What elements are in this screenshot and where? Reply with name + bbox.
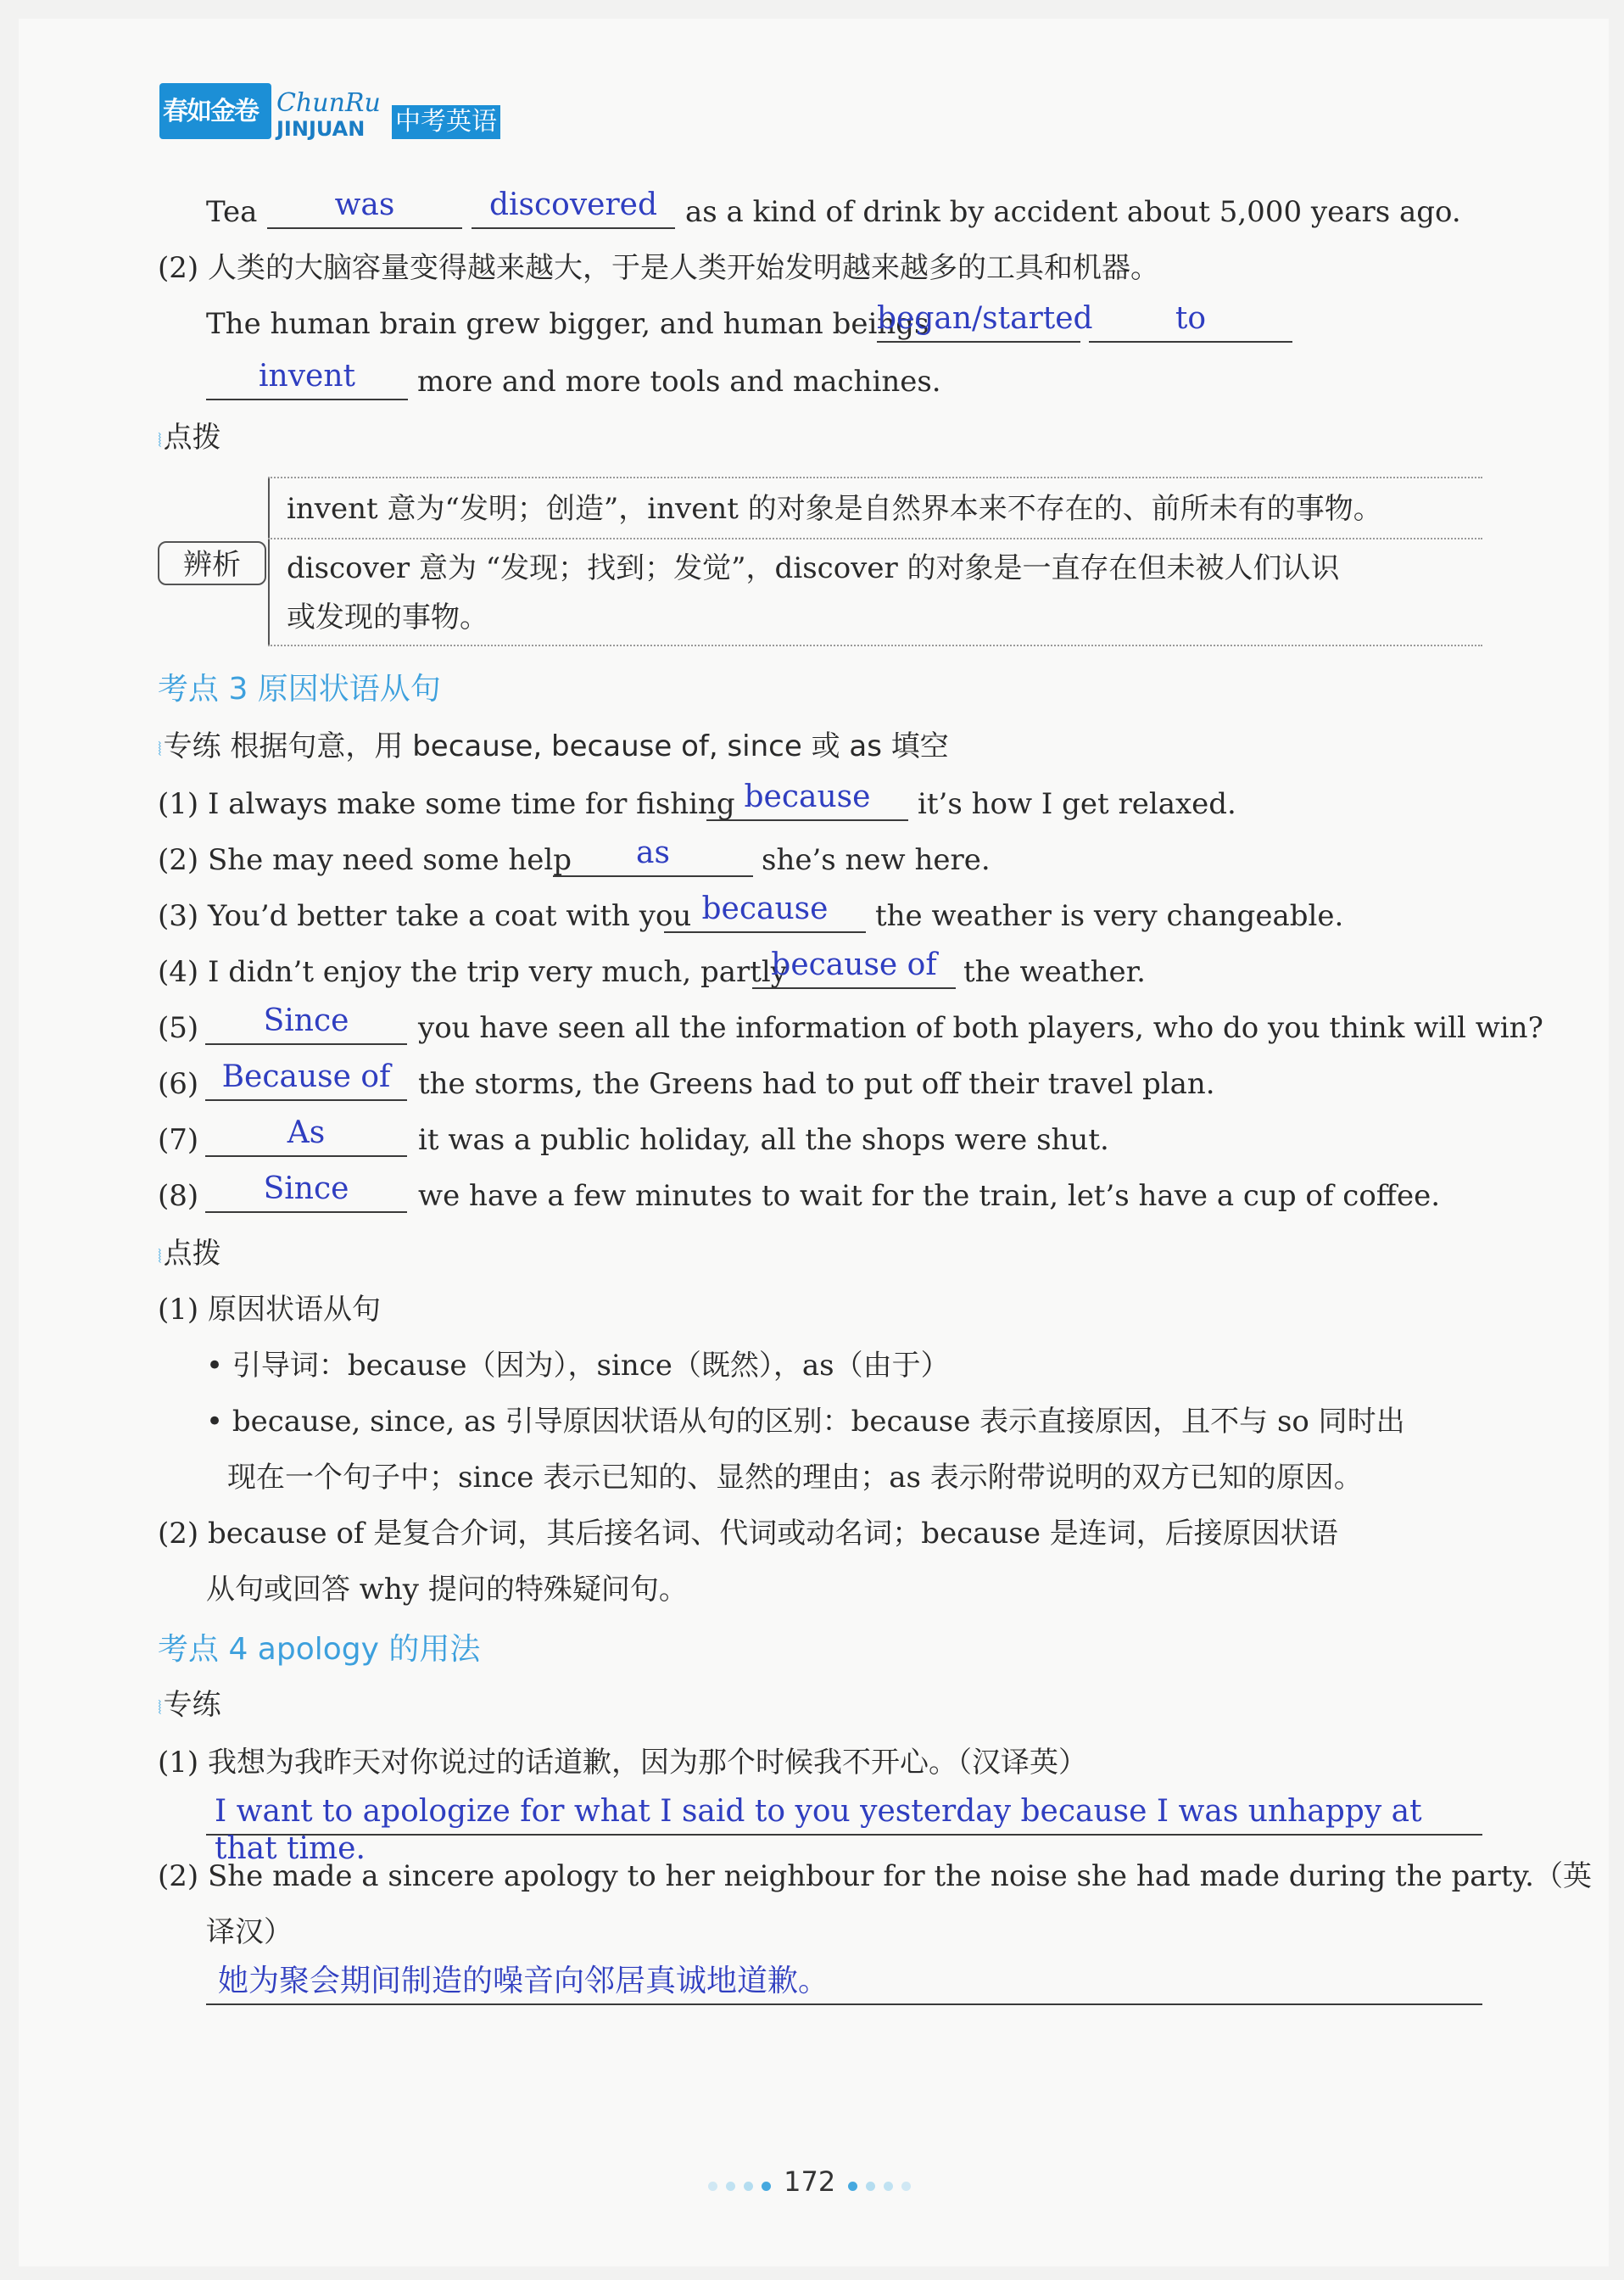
- s3-item8-num: (8): [158, 1179, 199, 1213]
- s3-item5-rest: you have seen all the information of both players, who do you think will win?: [418, 1011, 1543, 1045]
- page-number: 172: [784, 2165, 836, 2198]
- logo-text: 春如金卷: [163, 97, 258, 126]
- blank-s3-6: [205, 1059, 407, 1101]
- section3-instruction: ⦚专练 根据句意，用 because, because of, since 或 as 填空: [158, 729, 949, 763]
- answer-text: I want to apologize for what I said to you yesterday because I was unhappy at that time.: [215, 1794, 1422, 1866]
- blank-s3-4: [752, 947, 956, 989]
- footer-dot: [901, 2182, 911, 2191]
- q-line1-end: as a kind of drink by accident about 5,000 years ago.: [685, 195, 1461, 229]
- section3-title: 考点 3 原因状语从句: [158, 672, 441, 707]
- s3-item4-start: (4) I didn’t enjoy the trip very much, partly: [158, 955, 788, 989]
- tip-row2-l2: 或发现的事物。: [287, 601, 488, 634]
- s4-item1-q: (1) 我想为我昨天对你说过的话道歉，因为那个时候我不开心。（汉译英）: [158, 1746, 1087, 1780]
- s3-item2-start: (2) She may need some help: [158, 843, 572, 877]
- q-line1-start: Tea: [206, 195, 258, 229]
- answer-text: Since: [263, 1171, 349, 1206]
- s3-item6-num: (6): [158, 1067, 199, 1101]
- q-item2-en-start: The human brain grew bigger, and human beings: [206, 307, 929, 341]
- blank-s3-5: [205, 1003, 407, 1045]
- blank-q2-1: [877, 300, 1093, 343]
- blank-q1-2: [472, 187, 675, 229]
- blank-q2-2: [1089, 300, 1292, 343]
- s3-item1-start: (1) I always make some time for fishing: [158, 787, 735, 821]
- answer-text: As: [287, 1115, 326, 1150]
- tip-marker-icon: ⦚: [158, 431, 162, 452]
- brand-line2: JINJUAN: [276, 117, 366, 141]
- tip-label-1: ⦚点拨: [158, 421, 221, 455]
- answer-text: as: [636, 835, 670, 870]
- s3-item7-rest: it was a public holiday, all the shops were shut.: [418, 1123, 1109, 1157]
- s4-item2-q-l2: 译汉）: [206, 1915, 293, 1949]
- tip-row1: invent 意为“发明；创造”，invent 的对象是自然界本来不存在的、前所未有的事物。: [287, 492, 1382, 526]
- footer-dot: [744, 2182, 753, 2191]
- tip2-1: (1) 原因状语从句: [158, 1293, 381, 1327]
- answer-text: because: [744, 780, 871, 814]
- tip-box-top-line: [268, 477, 1482, 478]
- s3-item7-num: (7): [158, 1123, 199, 1157]
- tip-box-left-line: [268, 477, 270, 646]
- tip-marker-icon: ⦚: [158, 1698, 162, 1719]
- answer-text: was: [334, 187, 395, 222]
- s3-item3-start: (3) You’d better take a coat with you: [158, 899, 692, 933]
- subject-badge: 中考英语: [392, 105, 500, 139]
- q-item2-en-end: more and more tools and machines.: [417, 365, 941, 399]
- tip-box-label: 辨析: [158, 541, 266, 585]
- answer-text: invent: [259, 359, 355, 394]
- tip2-b2-l1: • because, since, as 引导原因状语从句的区别：because 表示直接原因，且不与 so 同时出: [206, 1405, 1405, 1439]
- s3-item5-num: (5): [158, 1011, 199, 1045]
- tip2-b1: • 引导词：because（因为），since（既然），as（由于）: [206, 1349, 950, 1383]
- tip-marker-icon: ⦚: [158, 740, 162, 761]
- s3-item2-rest: she’s new here.: [762, 843, 991, 877]
- footer-dot: [866, 2182, 875, 2191]
- s3-item1-rest: it’s how I get relaxed.: [918, 787, 1236, 821]
- tip-row2-l1: discover 意为 “发现；找到；发觉”，discover 的对象是一直存在但未被人们认识: [287, 551, 1340, 585]
- answer-text: to: [1175, 301, 1207, 336]
- footer-dot: [884, 2182, 893, 2191]
- answer-text: Because of: [221, 1059, 391, 1094]
- blank-s4-2: [206, 1963, 1482, 2005]
- page-footer: [704, 2165, 915, 2199]
- blank-s3-3: [664, 891, 866, 933]
- footer-dot: [708, 2182, 717, 2191]
- s3-item3-rest: the weather is very changeable.: [875, 899, 1344, 933]
- s3-item6-rest: the storms, the Greens had to put off their travel plan.: [418, 1067, 1215, 1101]
- tip-box-mid-line: [268, 538, 1482, 539]
- s4-item2-q-l1: (2) She made a sincere apology to her neighbour for the noise she had made during the party.（英: [158, 1859, 1592, 1893]
- footer-dot: [848, 2182, 857, 2191]
- blank-s3-8: [205, 1171, 407, 1213]
- section4-title: 考点 4 apology 的用法: [158, 1632, 481, 1667]
- answer-text: Since: [263, 1003, 349, 1038]
- tip-label-2: ⦚点拨: [158, 1237, 221, 1271]
- blank-s3-1: [706, 779, 908, 821]
- answer-text: 她为聚会期间制造的噪音向邻居真诚地道歉。: [218, 1964, 829, 1998]
- footer-dot: [726, 2182, 735, 2191]
- tip2-b2-l2: 现在一个句子中；since 表示已知的、显然的理由；as 表示附带说明的双方已知的原因。: [227, 1461, 1363, 1495]
- answer-text: began/started: [877, 301, 1093, 336]
- answer-text: discovered: [488, 187, 658, 222]
- blank-q1-1: [267, 187, 462, 229]
- tip2-2-l2: 从句或回答 why 提问的特殊疑问句。: [206, 1573, 688, 1607]
- answer-text: because of: [771, 947, 937, 982]
- q-item2-cn: (2) 人类的大脑容量变得越来越大，于是人类开始发明越来越多的工具和机器。: [158, 251, 1159, 285]
- s3-item4-rest: the weather.: [963, 955, 1146, 989]
- tip-box-bottom-line: [268, 645, 1482, 646]
- tip-marker-icon: ⦚: [158, 1247, 162, 1268]
- section4-label: ⦚专练: [158, 1688, 221, 1722]
- s3-item8-rest: we have a few minutes to wait for the train, let’s have a cup of coffee.: [418, 1179, 1441, 1213]
- blank-s3-7: [205, 1115, 407, 1157]
- answer-text: because: [701, 891, 829, 926]
- footer-dot: [762, 2182, 771, 2191]
- blank-s3-2: [553, 835, 753, 877]
- blank-q2-3: [206, 358, 408, 400]
- tip2-2-l1: (2) because of 是复合介词，其后接名词、代词或动名词；because 是连词，后接原因状语: [158, 1517, 1338, 1551]
- blank-s4-1: [206, 1793, 1482, 1866]
- brand-line1: ChunRu: [276, 88, 381, 118]
